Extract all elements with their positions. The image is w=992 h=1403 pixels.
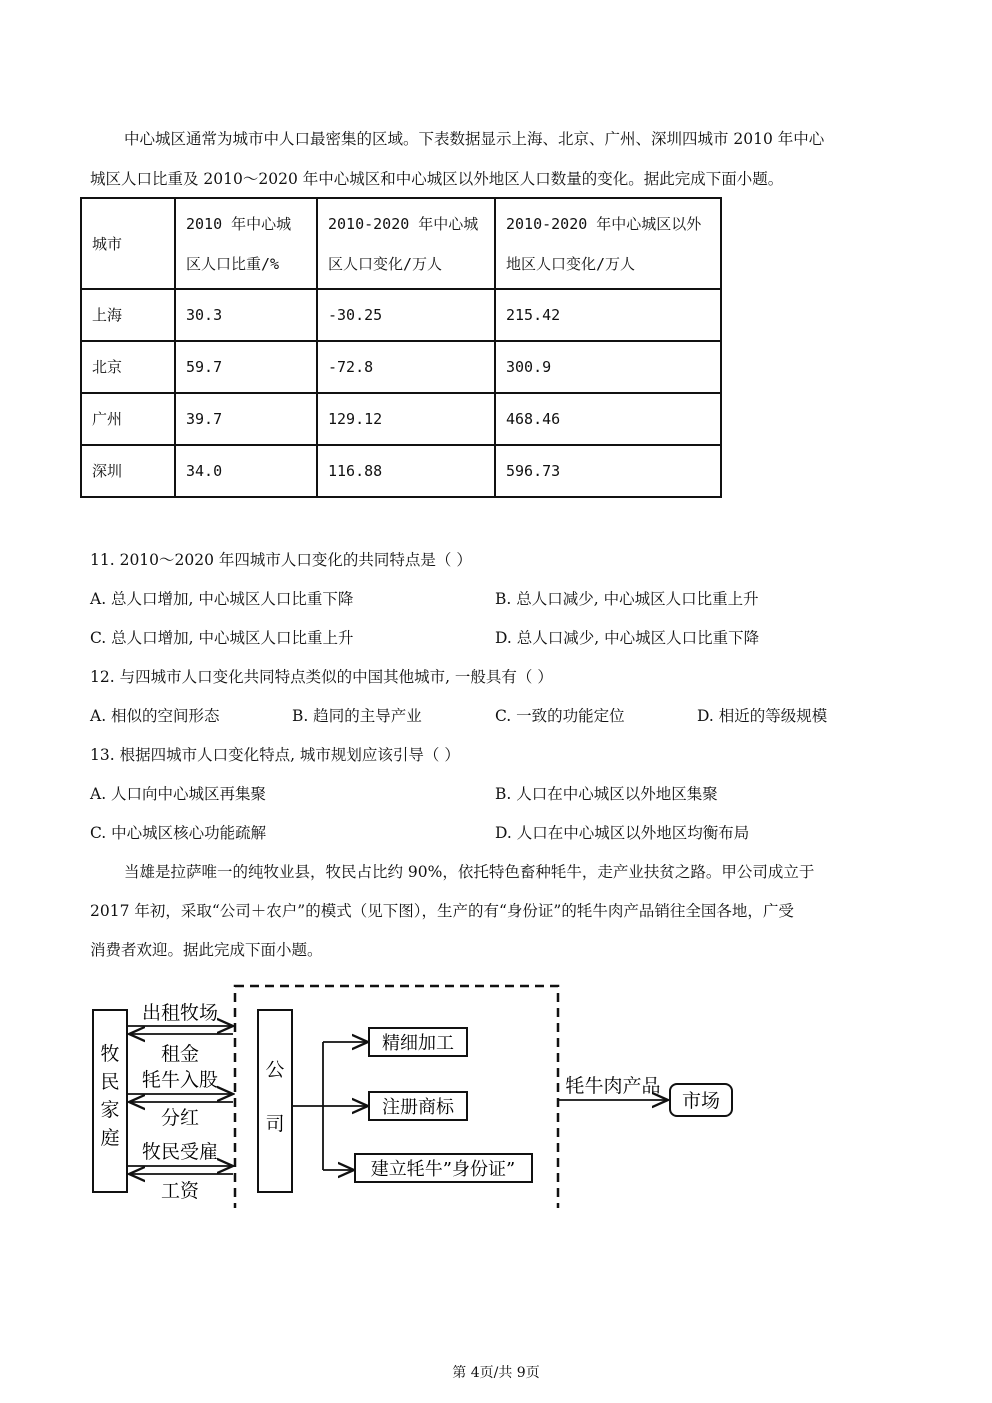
arrow-label: 分红	[160, 1107, 200, 1129]
herder-family-char: 民	[100, 1071, 120, 1093]
question-12-option-d[interactable]: D. 相近的等级规模	[697, 707, 828, 725]
table-header-cell: 2010 年中心城 区人口比重/%	[175, 198, 317, 289]
arrow-label: 出租牧场	[141, 1002, 219, 1024]
question-13-stem: 13. 根据四城市人口变化特点, 城市规划应该引导（ ）	[90, 746, 460, 764]
company-char: 公	[265, 1059, 285, 1081]
table-cell: 596.73	[495, 445, 721, 497]
page-number: 第 4页/共 9页	[452, 1365, 540, 1381]
question-11-option-c[interactable]: C. 总人口增加, 中心城区人口比重上升	[90, 629, 354, 647]
table-row	[81, 289, 721, 341]
table-cell: 上海	[81, 289, 175, 341]
table-row	[81, 445, 721, 497]
question-11-option-b[interactable]: B. 总人口减少, 中心城区人口比重上升	[495, 590, 759, 608]
question-13-option-d[interactable]: D. 人口在中心城区以外地区均衡布局	[495, 824, 750, 842]
question-12-option-b[interactable]: B. 趋同的主导产业	[292, 707, 422, 725]
table-row	[81, 341, 721, 393]
question-12-option-c[interactable]: C. 一致的功能定位	[495, 707, 625, 725]
question-12-option-a[interactable]: A. 相似的空间形态	[90, 707, 220, 725]
intro2-line-2: 2017 年初，采取“公司＋农户”的模式（见下图），生产的有“身份证”的牦牛肉产品销往全国各地，广受	[90, 902, 794, 920]
question-11-option-d[interactable]: D. 总人口减少, 中心城区人口比重下降	[495, 629, 760, 647]
table-header-cell: 2010-2020 年中心城 区人口变化/万人	[317, 198, 495, 289]
table-header-row	[81, 198, 721, 289]
table-cell: 300.9	[495, 341, 721, 393]
question-12-stem: 12. 与四城市人口变化共同特点类似的中国其他城市, 一般具有（ ）	[90, 668, 553, 686]
arrow-label: 牧民受雇	[141, 1141, 219, 1163]
intro2-line-1: 当雄是拉萨唯一的纯牧业县，牧民占比约 90%，依托特色畜种牦牛，走产业扶贫之路。甲公司成立于	[124, 863, 815, 881]
arrow-label: 工资	[160, 1180, 200, 1202]
company-char: 司	[265, 1113, 285, 1135]
table-cell: 北京	[81, 341, 175, 393]
table-cell: 129.12	[317, 393, 495, 445]
company-box	[258, 1010, 292, 1192]
table-cell: 468.46	[495, 393, 721, 445]
herder-family-char: 庭	[100, 1127, 120, 1149]
question-13-option-b[interactable]: B. 人口在中心城区以外地区集聚	[495, 785, 718, 803]
table-cell: -30.25	[317, 289, 495, 341]
table-cell: 116.88	[317, 445, 495, 497]
process-label: 注册商标	[382, 1097, 454, 1118]
table-row	[81, 393, 721, 445]
intro-line-2: 城区人口比重及 2010～2020 年中心城区和中心城区以外地区人口数量的变化。据此完成下面小题。	[90, 170, 784, 188]
table-cell: 34.0	[175, 445, 317, 497]
arrow-label: 牦牛入股	[141, 1069, 219, 1091]
question-13-option-c[interactable]: C. 中心城区核心功能疏解	[90, 824, 267, 842]
intro2-line-3: 消费者欢迎。据此完成下面小题。	[90, 941, 323, 959]
table-header-cell: 2010-2020 年中心城区以外 地区人口变化/万人	[495, 198, 721, 289]
table-header-cell: 城市	[81, 198, 175, 289]
table-cell: 30.3	[175, 289, 317, 341]
market-label: 市场	[681, 1090, 721, 1112]
table-cell: 59.7	[175, 341, 317, 393]
product-label: 牦牛肉产品	[565, 1075, 661, 1097]
question-13-option-a[interactable]: A. 人口向中心城区再集聚	[90, 785, 267, 803]
herder-family-char: 牧	[100, 1043, 120, 1065]
table-cell: 广州	[81, 393, 175, 445]
table-cell: 深圳	[81, 445, 175, 497]
population-table	[80, 197, 722, 498]
process-label: 建立牦牛”身份证”	[370, 1159, 516, 1180]
herder-family-char: 家	[100, 1099, 120, 1121]
process-label: 精细加工	[382, 1033, 454, 1054]
question-11-option-a[interactable]: A. 总人口增加, 中心城区人口比重下降	[90, 590, 354, 608]
arrow-label: 租金	[160, 1043, 200, 1065]
intro-line-1: 中心城区通常为城市中人口最密集的区域。下表数据显示上海、北京、广州、深圳四城市 2010 年中心	[124, 130, 825, 148]
table-cell: 39.7	[175, 393, 317, 445]
question-11-stem: 11. 2010～2020 年四城市人口变化的共同特点是（ ）	[90, 551, 472, 569]
company-farmer-model-diagram	[88, 978, 738, 1208]
table-cell: -72.8	[317, 341, 495, 393]
table-cell: 215.42	[495, 289, 721, 341]
